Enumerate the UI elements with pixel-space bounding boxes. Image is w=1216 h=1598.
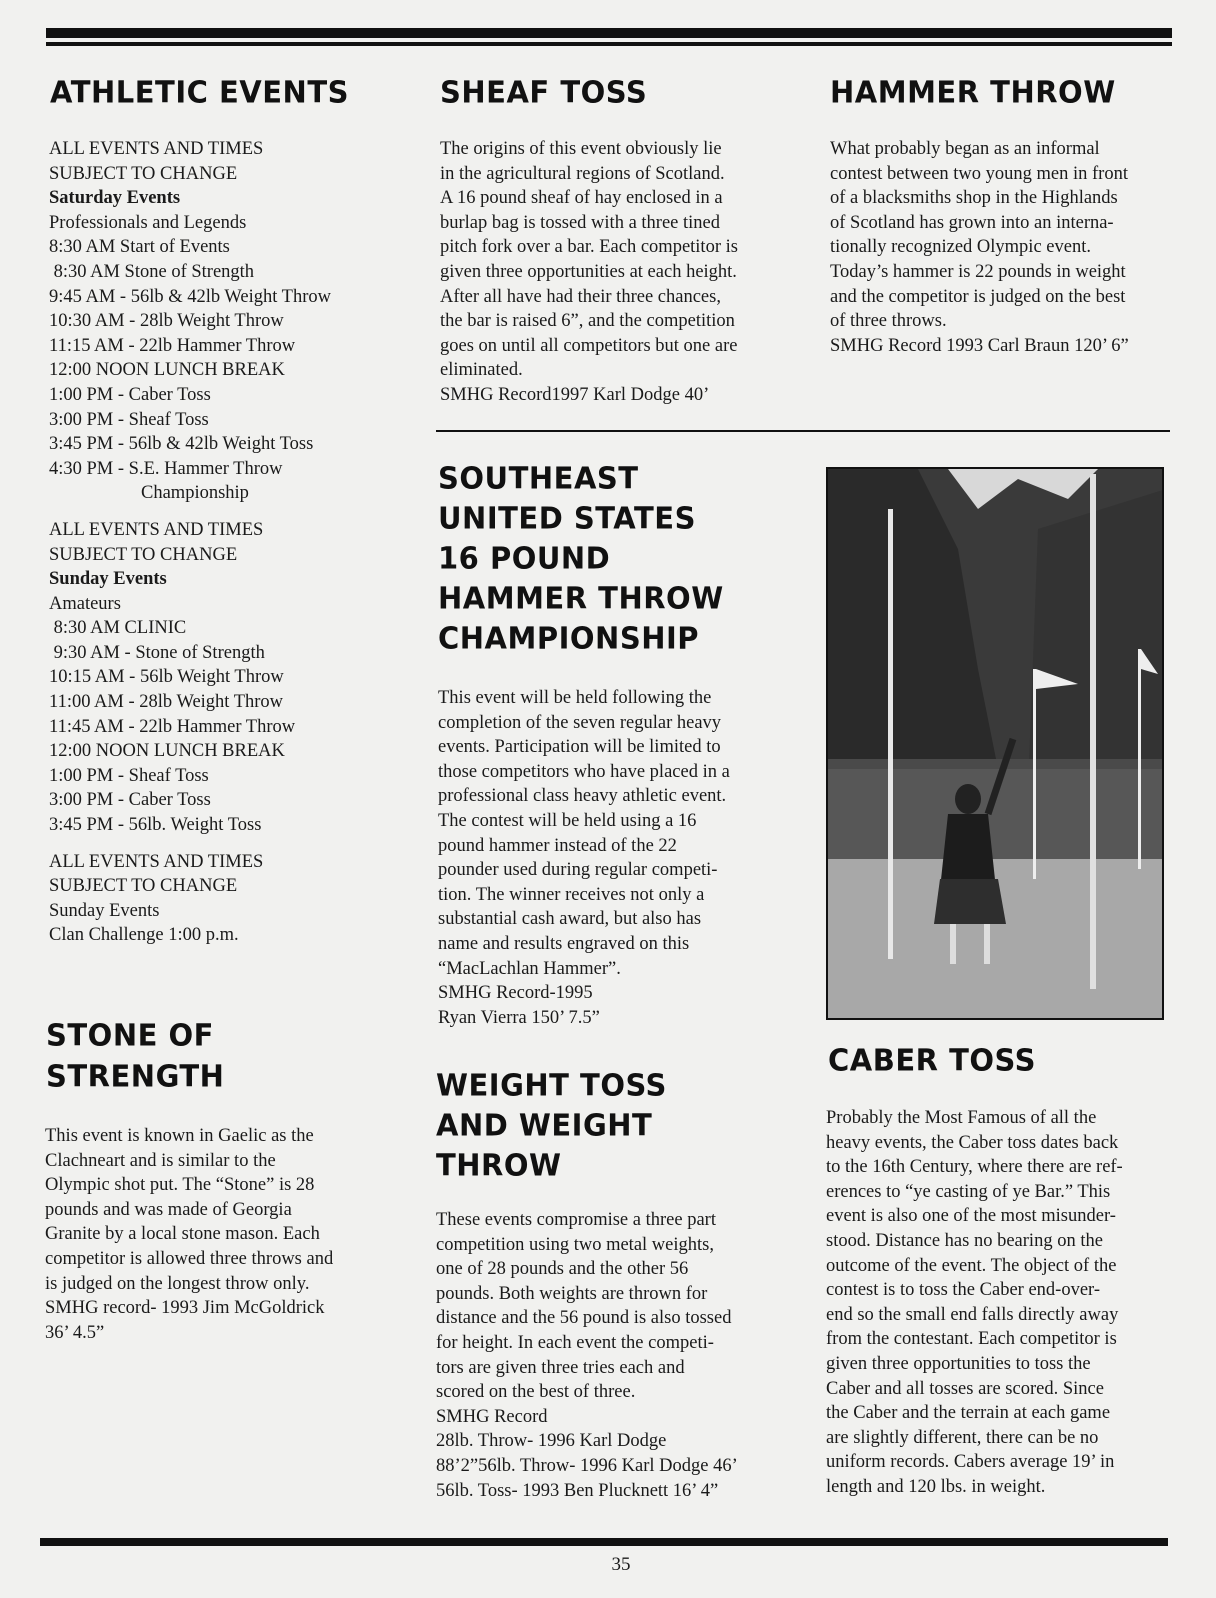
text-line: SMHG Record 1993 Carl Braun 120’ 6” xyxy=(830,335,1129,356)
page-number: 35 xyxy=(611,1554,631,1575)
text-line: 3:45 PM - 56lb. Weight Toss xyxy=(49,815,262,836)
text-line: Probably the Most Famous of all the xyxy=(826,1108,1097,1128)
text-line: Sunday Events xyxy=(49,569,167,590)
southeast-body xyxy=(438,686,730,1030)
text-line: 11:45 AM - 22lb Hammer Throw xyxy=(49,716,296,737)
text-line: SUBJECT TO CHANGE xyxy=(49,876,238,897)
text-line: one of 28 pounds and the other 56 xyxy=(436,1259,689,1280)
text-line: 9:45 AM - 56lb & 42lb Weight Throw xyxy=(49,286,332,307)
text-line: events. Participation will be limited to xyxy=(438,737,721,758)
text-line: Amateurs xyxy=(49,593,121,614)
top-thick-rule xyxy=(46,28,1172,38)
text-line: 36’ 4.5” xyxy=(45,1322,105,1343)
text-line: A 16 pound sheaf of hay enclosed in a xyxy=(440,188,723,209)
hammer-body xyxy=(830,137,1129,358)
text-line: 28lb. Throw- 1996 Karl Dodge xyxy=(436,1431,667,1452)
text-line: SUBJECT TO CHANGE xyxy=(49,163,238,184)
text-line: of a blacksmiths shop in the Highlands xyxy=(830,188,1118,209)
text-line: erences to “ye casting of ye Bar.” This xyxy=(826,1181,1111,1202)
text-line: goes on until all competitors but one are xyxy=(440,335,738,356)
text-line: pound hammer instead of the 22 xyxy=(438,835,677,856)
text-line: Today’s hammer is 22 pounds in weight xyxy=(830,261,1126,282)
top-thin-rule xyxy=(46,42,1172,46)
text-line: distance and the 56 pound is also tossed xyxy=(436,1308,732,1329)
southeast-heading-1: SOUTHEAST xyxy=(438,460,639,496)
text-line: Clachneart and is similar to the xyxy=(45,1150,276,1171)
stone-heading-1: STONE OF xyxy=(46,1017,214,1053)
sheaf-toss-heading: SHEAF TOSS xyxy=(440,74,648,110)
weight-heading-2: AND WEIGHT xyxy=(436,1107,653,1143)
text-line xyxy=(49,838,331,850)
text-line: Granite by a local stone mason. Each xyxy=(45,1224,320,1245)
text-line: outcome of the event. The object of the xyxy=(826,1255,1117,1276)
text-line: 3:45 PM - 56lb & 42lb Weight Toss xyxy=(49,434,314,455)
text-line: length and 120 lbs. in weight. xyxy=(826,1476,1046,1497)
text-line: The contest will be held using a 16 xyxy=(438,810,697,831)
text-line: This event will be held following the xyxy=(438,688,712,708)
text-line: 8:30 AM CLINIC xyxy=(49,618,187,639)
text-line: Championship xyxy=(141,483,249,504)
text-line: competition using two metal weights, xyxy=(436,1234,714,1255)
text-line: for height. In each event the competi- xyxy=(436,1332,714,1353)
text-line: in the agricultural regions of Scotland. xyxy=(440,163,725,184)
text-line: 10:15 AM - 56lb Weight Throw xyxy=(49,667,284,688)
text-line: pounds. Both weights are thrown for xyxy=(436,1283,708,1304)
text-line: 88’2”56lb. Throw- 1996 Karl Dodge 46’ xyxy=(436,1455,738,1476)
text-line: substantial cash award, but also has xyxy=(438,909,702,930)
text-line: SMHG Record1997 Karl Dodge 40’ xyxy=(440,384,710,405)
southeast-heading-5: CHAMPIONSHIP xyxy=(438,620,700,656)
text-line: 1:00 PM - Caber Toss xyxy=(49,384,211,405)
text-line: Olympic shot put. The “Stone” is 28 xyxy=(45,1175,315,1196)
text-line: SMHG Record xyxy=(436,1406,548,1427)
text-line: 1:00 PM - Sheaf Toss xyxy=(49,765,209,786)
sheaf-body xyxy=(440,137,738,408)
text-line: 9:30 AM - Stone of Strength xyxy=(49,642,265,663)
weight-body xyxy=(436,1208,738,1503)
southeast-heading-3: 16 POUND xyxy=(438,540,611,576)
text-line: pounds and was made of Georgia xyxy=(45,1199,292,1220)
text-line: Ryan Vierra 150’ 7.5” xyxy=(438,1007,600,1028)
text-line: 4:30 PM - S.E. Hammer Throw xyxy=(49,458,283,479)
text-line: 3:00 PM - Sheaf Toss xyxy=(49,409,209,430)
text-line: The origins of this event obviously lie xyxy=(440,139,722,159)
text-line: completion of the seven regular heavy xyxy=(438,712,722,733)
bottom-rule xyxy=(40,1538,1168,1546)
caber-toss-heading: CABER TOSS xyxy=(828,1042,1036,1078)
text-line: end so the small end falls directly away xyxy=(826,1304,1119,1325)
southeast-heading-2: UNITED STATES xyxy=(438,500,696,536)
caber-toss-photo xyxy=(826,467,1164,1020)
text-line: Saturday Events xyxy=(49,188,181,209)
text-line: After all have had their three chances, xyxy=(440,286,721,307)
southeast-heading-4: HAMMER THROW xyxy=(438,580,724,616)
stone-heading-2: STRENGTH xyxy=(46,1058,225,1094)
text-line: pounder used during regular competi- xyxy=(438,860,718,881)
weight-heading-3: THROW xyxy=(436,1147,562,1183)
text-line: ALL EVENTS AND TIMES xyxy=(49,519,264,540)
text-line: tion. The winner receives not only a xyxy=(438,884,705,905)
text-line: heavy events, the Caber toss dates back xyxy=(826,1132,1119,1153)
text-line: burlap bag is tossed with a three tined xyxy=(440,212,721,233)
text-line: ALL EVENTS AND TIMES xyxy=(49,139,264,159)
text-line: 12:00 NOON LUNCH BREAK xyxy=(49,741,285,762)
text-line: eliminated. xyxy=(440,360,523,381)
text-line: contest between two young men in front xyxy=(830,163,1128,184)
text-line: event is also one of the most misunder- xyxy=(826,1206,1116,1227)
athletic-events-schedule xyxy=(49,137,331,948)
athletic-events-heading: ATHLETIC EVENTS xyxy=(50,74,349,110)
text-line: to the 16th Century, where there are ref- xyxy=(826,1157,1123,1178)
text-line: Professionals and Legends xyxy=(49,212,247,233)
text-line: of Scotland has grown into an interna- xyxy=(830,212,1114,233)
text-line: stood. Distance has no bearing on the xyxy=(826,1230,1103,1251)
text-line xyxy=(49,506,331,518)
text-line: 11:00 AM - 28lb Weight Throw xyxy=(49,692,284,713)
caber-body xyxy=(826,1106,1123,1500)
text-line: 12:00 NOON LUNCH BREAK xyxy=(49,360,285,381)
text-line: These events compromise a three part xyxy=(436,1210,716,1230)
text-line: 3:00 PM - Caber Toss xyxy=(49,790,211,811)
text-line: name and results engraved on this xyxy=(438,933,690,954)
text-line: those competitors who have placed in a xyxy=(438,761,730,782)
text-line: 56lb. Toss- 1993 Ben Plucknett 16’ 4” xyxy=(436,1480,719,1501)
text-line: professional class heavy athletic event. xyxy=(438,786,727,807)
text-line: SUBJECT TO CHANGE xyxy=(49,544,238,565)
text-line: Sunday Events xyxy=(49,900,160,921)
text-line: given three opportunities at each height. xyxy=(440,261,737,282)
text-line: SMHG Record-1995 xyxy=(438,983,593,1004)
text-line: scored on the best of three. xyxy=(436,1382,636,1403)
text-line: the bar is raised 6”, and the competition xyxy=(440,311,735,332)
text-line: and the competitor is judged on the best xyxy=(830,286,1126,307)
text-line: are slightly different, there can be no xyxy=(826,1427,1099,1448)
section-divider xyxy=(436,430,1170,432)
text-line: “MacLachlan Hammer”. xyxy=(438,958,621,979)
text-line: SMHG record- 1993 Jim McGoldrick xyxy=(45,1298,325,1319)
text-line: pitch fork over a bar. Each competitor is xyxy=(440,237,738,258)
text-line: This event is known in Gaelic as the xyxy=(45,1126,314,1146)
text-line: Clan Challenge 1:00 p.m. xyxy=(49,925,239,946)
text-line: What probably began as an informal xyxy=(830,139,1100,159)
text-line: of three throws. xyxy=(830,311,947,332)
text-line: Caber and all tosses are scored. Since xyxy=(826,1378,1104,1399)
text-line: 10:30 AM - 28lb Weight Throw xyxy=(49,311,284,332)
text-line: competitor is allowed three throws and xyxy=(45,1248,334,1269)
text-line: the Caber and the terrain at each game xyxy=(826,1403,1111,1424)
text-line: tors are given three tries each and xyxy=(436,1357,685,1378)
text-line: from the contestant. Each competitor is xyxy=(826,1329,1117,1350)
text-line: uniform records. Cabers average 19’ in xyxy=(826,1452,1115,1473)
stone-body xyxy=(45,1124,333,1345)
hammer-throw-heading: HAMMER THROW xyxy=(830,74,1116,110)
text-line: given three opportunities to toss the xyxy=(826,1353,1091,1374)
text-line: is judged on the longest throw only. xyxy=(45,1273,310,1294)
text-line: contest is to toss the Caber end-over- xyxy=(826,1280,1100,1301)
text-line: 8:30 AM Start of Events xyxy=(49,237,230,258)
weight-heading-1: WEIGHT TOSS xyxy=(436,1067,667,1103)
text-line: 8:30 AM Stone of Strength xyxy=(49,261,255,282)
text-line: 11:15 AM - 22lb Hammer Throw xyxy=(49,335,296,356)
text-line: tionally recognized Olympic event. xyxy=(830,237,1091,258)
text-line: ALL EVENTS AND TIMES xyxy=(49,851,264,872)
